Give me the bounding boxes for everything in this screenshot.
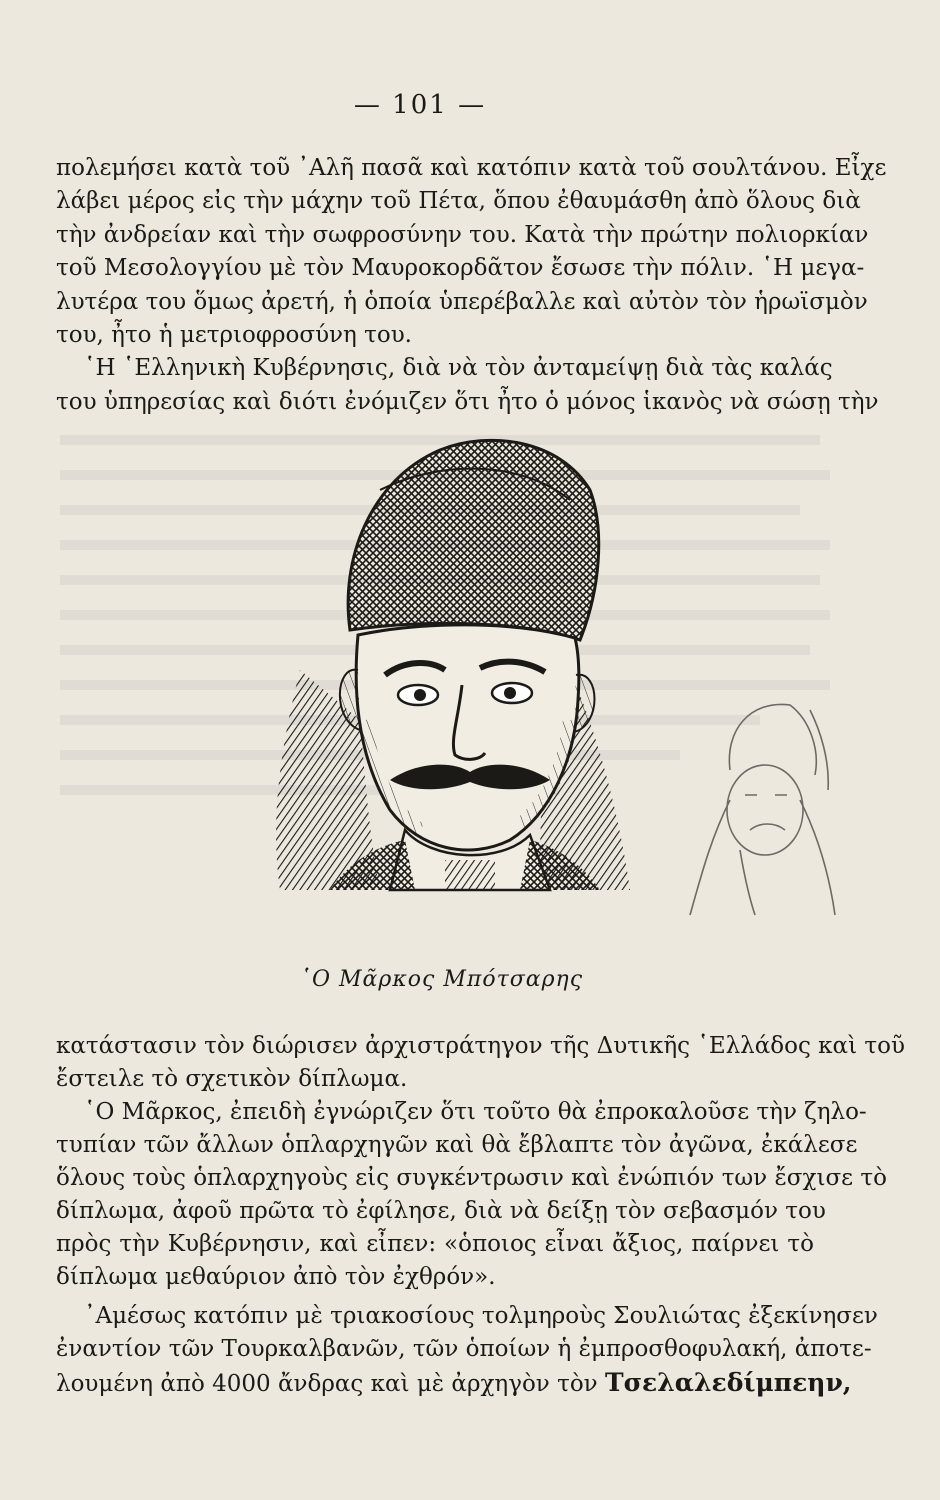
paragraph-1: [56, 152, 887, 352]
margin-pencil-sketch: [670, 690, 840, 920]
text-line: ῾Ο Μᾶρκος, ἐπειδὴ ἐγνώριζεν ὅτι τοῦτο θὰ ἐπροκαλοῦσε τὴν ζηλο-: [84, 1099, 867, 1125]
paragraph-4: [56, 1096, 887, 1294]
text-line: ἔστειλε τὸ σχετικὸν δίπλωμα.: [56, 1066, 408, 1092]
text-line: δίπλωμα μεθαύριον ἀπὸ τὸν ἐχθρόν».: [56, 1264, 496, 1290]
text-line: πολεμήσει κατὰ τοῦ ᾿Αλῆ πασᾶ καὶ κατόπιν κατὰ τοῦ σουλτάνου. Εἶχε: [56, 155, 887, 181]
page-number: — 101 —: [353, 90, 487, 120]
paragraph-5: [56, 1300, 878, 1401]
paragraph-2: [56, 352, 879, 419]
text-line: [56, 1366, 852, 1401]
emphasized-name: Τσελαλεδίμπεην,: [604, 1368, 852, 1397]
text-line: του ὑπηρεσίας καὶ διότι ἐνόμιζεν ὅτι ἦτο ὁ μόνος ἱκανὸς νὰ σώσῃ τὴν: [56, 388, 879, 415]
text-line: του, ἦτο ἡ μετριοφροσύνη του.: [56, 322, 412, 349]
text-line: ἐναντίον τῶν Τουρκαλβανῶν, τῶν ὁποίων ἡ ἐμπροσθοφυλακή, ἀποτε-: [56, 1336, 872, 1362]
text-line: λυτέρα του ὅμως ἀρετή, ἡ ὁποία ὑπερέβαλλε καὶ αὐτὸν τὸν ἡρωϊσμὸν: [56, 288, 868, 315]
text-line: ᾿Αμέσως κατόπιν μὲ τριακοσίους τολμηροὺς Σουλιώτας ἐξεκίνησεν: [84, 1303, 878, 1329]
paragraph-3: [56, 1030, 905, 1096]
bottom-text-block: [56, 1030, 905, 1401]
text-line: κατάστασιν τὸν διώρισεν ἀρχιστράτηγον τῆς Δυτικῆς ῾Ελλάδος καὶ τοῦ: [56, 1033, 905, 1059]
text-fragment: λουμένη ἀπὸ 4000 ἄνδρας καὶ μὲ ἀρχηγὸν τὸν: [56, 1371, 605, 1397]
text-line: τυπίαν τῶν ἄλλων ὁπλαρχηγῶν καὶ θὰ ἔβλαπτε τὸν ἀγῶνα, ἐκάλεσε: [56, 1132, 858, 1158]
top-text-block: [56, 152, 887, 419]
text-line: λάβει μέρος εἰς τὴν μάχην τοῦ Πέτα, ὅπου ἐθαυμάσθη ἀπὸ ὅλους διὰ: [56, 188, 861, 215]
text-line: πρὸς τὴν Κυβέρνησιν, καὶ εἶπεν: «ὁποιος εἶναι ἄξιος, παίρνει τὸ: [56, 1231, 814, 1257]
text-line: ῾Η ῾Ελληνικὴ Κυβέρνησις, διὰ νὰ τὸν ἀνταμείψῃ διὰ τὰς καλάς: [84, 355, 833, 382]
text-line: τοῦ Μεσολογγίου μὲ τὸν Μαυροκορδᾶτον ἔσωσε τὴν πόλιν. ῾Η μεγα-: [56, 255, 865, 282]
text-line: ὅλους τοὺς ὁπλαρχηγοὺς εἰς συγκέντρωσιν καὶ ἐνώπιόν των ἔσχισε τὸ: [56, 1165, 887, 1191]
text-line: δίπλωμα, ἀφοῦ πρῶτα τὸ ἐφίλησε, διὰ νὰ δείξῃ τὸν σεβασμόν του: [56, 1198, 826, 1224]
portrait-engraving: [240, 420, 680, 920]
figure-caption: ῾Ο Μᾶρκος Μπότσαρης: [300, 967, 584, 992]
text-line: τὴν ἀνδρείαν καὶ τὴν σωφροσύνην του. Κατὰ τὴν πρώτην πολιορκίαν: [56, 221, 869, 248]
